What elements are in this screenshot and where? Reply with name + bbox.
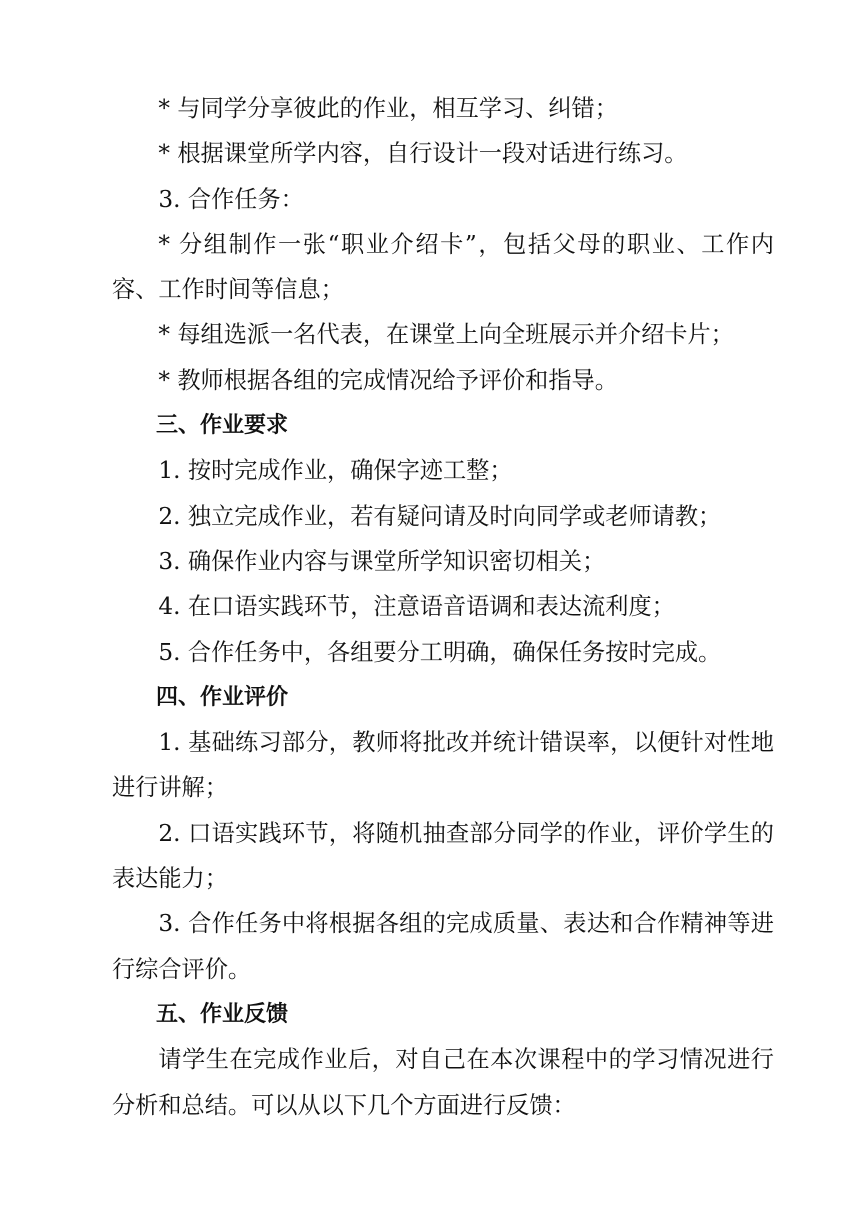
item-cooperative-task: 3. 合作任务： — [158, 185, 304, 213]
bullet-career-card: * 分组制作一张“职业介绍卡”，包括父母的职业、工作内容、工作时间等信息； — [112, 230, 774, 304]
evaluation-item-1: 1. 基础练习部分，教师将批改并统计错误率，以便针对性地进行讲解； — [112, 729, 774, 802]
requirement-item-2: 2. 独立完成作业，若有疑问请及时向同学或老师请教； — [158, 502, 722, 530]
requirement-item-1: 1. 按时完成作业，确保字迹工整； — [158, 457, 513, 485]
section-heading-requirements: 三、作业要求 — [156, 413, 289, 439]
bullet-design-dialogue: * 根据课堂所学内容，自行设计一段对话进行练习。 — [158, 140, 688, 168]
bullet-share-homework: * 与同学分享彼此的作业，相互学习、纠错； — [158, 95, 618, 122]
evaluation-item-3: 3. 合作任务中将根据各组的完成质量、表达和合作精神等进行综合评价。 — [112, 910, 774, 983]
requirement-item-5: 5. 合作任务中，各组要分工明确，确保任务按时完成。 — [158, 638, 722, 666]
requirement-item-3: 3. 确保作业内容与课堂所学知识密切相关； — [158, 547, 606, 575]
bullet-teacher-evaluation: * 教师根据各组的完成情况给予评价和指导。 — [158, 366, 618, 394]
document-body — [112, 86, 774, 1128]
section-heading-evaluation: 四、作业评价 — [156, 684, 289, 710]
bullet-group-representative: * 每组选派一名代表，在课堂上向全班展示并介绍卡片； — [158, 321, 734, 349]
evaluation-item-2: 2. 口语实践环节，将随机抽查部分同学的作业，评价学生的表达能力； — [112, 819, 774, 893]
requirement-item-4: 4. 在口语实践环节，注意语音语调和表达流利度； — [158, 593, 675, 621]
section-heading-feedback: 五、作业反馈 — [156, 1001, 289, 1027]
feedback-paragraph: 请学生在完成作业后，对自己在本次课程中的学习情况进行分析和总结。可以从以下几个方面进行反馈： — [112, 1046, 774, 1119]
